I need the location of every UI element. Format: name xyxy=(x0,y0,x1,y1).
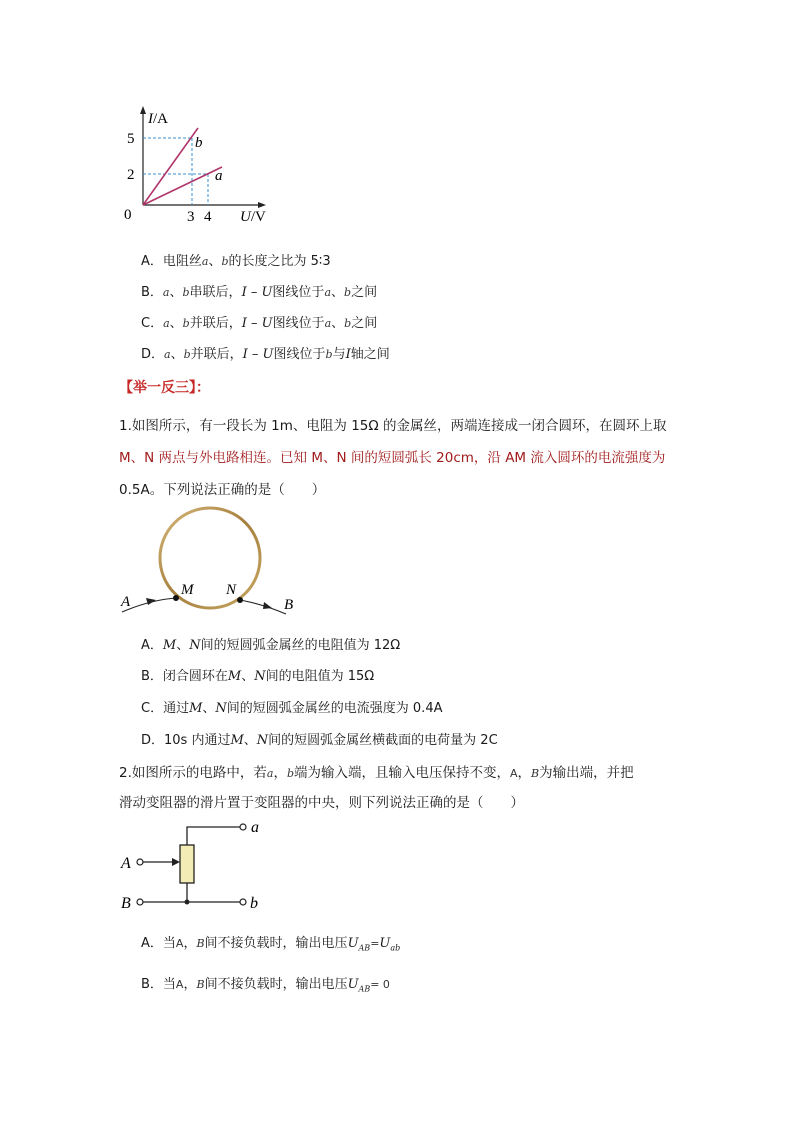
separator: 、 xyxy=(331,316,345,331)
stem-text: 2.如图所示的电路中，若 xyxy=(119,765,267,781)
var-a: a xyxy=(164,348,171,361)
option-text: A．当 xyxy=(141,936,176,951)
iu-label: I – U xyxy=(241,285,273,300)
option-text: 间的短圆弧金属丝横截面的电荷量为 2C xyxy=(268,733,498,748)
q2-option-a[interactable] xyxy=(141,932,400,953)
var-n: N xyxy=(256,733,269,748)
rheostat xyxy=(180,845,194,883)
q1-line2: M、N 两点与外电路相连。已知 M、N 间的短圆弧长 20cm，沿 AM 流入圆环的电流强度为 xyxy=(119,450,666,466)
var-b-upper: B xyxy=(196,937,205,950)
var-n: N xyxy=(254,669,266,684)
option-text: C．通过 xyxy=(141,701,190,716)
var-a-upper: A xyxy=(175,978,184,991)
separator: 、 xyxy=(331,285,345,300)
option-text: 间的短圆弧金属丝的电阻值为 12Ω xyxy=(200,638,401,653)
wire-top xyxy=(187,827,240,845)
separator: 、 xyxy=(169,285,183,300)
separator: ， xyxy=(183,936,197,951)
y-axis-label: I/A xyxy=(148,111,168,127)
option-text: 间不接负载时，输出电压 xyxy=(204,977,348,992)
label-a: A xyxy=(121,594,131,610)
var-a: a xyxy=(201,255,209,268)
var-u: U xyxy=(347,936,359,951)
slider-arrow xyxy=(172,858,180,866)
label-a: a xyxy=(251,819,259,836)
var-n: N xyxy=(189,638,201,653)
label-m: M xyxy=(181,582,194,598)
var-a: a xyxy=(266,767,274,780)
option-text: 间的电阻值为 15Ω xyxy=(265,669,375,684)
terminal-a xyxy=(240,824,246,830)
option-text: A． xyxy=(141,638,163,653)
option-text: 并联后， xyxy=(190,347,243,362)
x-tick-4: 4 xyxy=(204,209,212,225)
label-a-upper: A xyxy=(121,855,131,872)
var-n: N xyxy=(215,701,227,716)
subscript-ab: AB xyxy=(358,984,371,994)
label-b: b xyxy=(250,895,258,912)
q1-line1: 1.如图所示，有一段长为 1m、电阻为 15Ω 的金属丝，两端连接成一闭合圆环，在圆环上取 xyxy=(119,418,667,434)
subscript-ab: ab xyxy=(390,943,401,953)
separator: 、 xyxy=(241,669,255,684)
var-b-upper: B xyxy=(531,767,540,780)
var-a: a xyxy=(163,317,170,330)
equals-zero: = 0 xyxy=(370,978,390,991)
option-text: D． xyxy=(141,347,165,362)
y-tick-2: 2 xyxy=(127,167,135,183)
option-text: 轴之间 xyxy=(350,347,390,362)
var-b: b xyxy=(182,317,190,330)
var-a: a xyxy=(162,286,170,299)
var-b: b xyxy=(221,255,229,268)
var-m: M xyxy=(189,701,203,716)
separator: 、 xyxy=(202,701,216,716)
var-b-upper: B xyxy=(196,978,205,991)
separator: ， xyxy=(517,765,532,781)
x-tick-3: 3 xyxy=(187,209,195,225)
stem-text: 端为输入端，且输入电压保持不变， xyxy=(294,765,510,781)
option-text: 间的短圆弧金属丝的电流强度为 0.4A xyxy=(226,701,443,716)
var-b: b xyxy=(344,317,352,330)
option-text: 之间 xyxy=(351,285,378,300)
separator: ， xyxy=(273,765,287,781)
var-i: I xyxy=(345,347,351,362)
separator: 、 xyxy=(243,733,257,748)
x-axis-label: U/V xyxy=(240,209,266,225)
option-text: 间不接负载时，输出电压 xyxy=(204,936,348,951)
q2-option-b[interactable] xyxy=(141,973,390,994)
option-text: A．电阻丝 xyxy=(141,254,202,269)
var-b: b xyxy=(344,286,352,299)
separator: 、 xyxy=(170,347,184,362)
option-text: C． xyxy=(141,316,164,331)
var-m: M xyxy=(230,733,244,748)
option-text: 的长度之比为 5∶3 xyxy=(228,254,331,269)
iu-label: I – U xyxy=(242,347,274,362)
var-b: b xyxy=(325,348,333,361)
var-u: U xyxy=(347,977,359,992)
option-text: 串联后， xyxy=(189,285,242,300)
var-b: b xyxy=(286,767,294,780)
terminal-b-upper xyxy=(137,899,143,905)
var-a: a xyxy=(324,317,332,330)
option-text: D．10s 内通过 xyxy=(141,733,231,748)
option-text: 图线位于 xyxy=(273,347,326,362)
y-tick-5: 5 xyxy=(127,131,135,147)
label-b-upper: B xyxy=(121,895,131,912)
option-text: B．闭合圆环在 xyxy=(141,669,228,684)
separator: 、 xyxy=(169,316,183,331)
iu-label: I – U xyxy=(241,316,273,331)
var-a-upper: A xyxy=(175,937,184,950)
option-text: 并联后， xyxy=(189,316,242,331)
var-u: U xyxy=(379,936,391,951)
var-m: M xyxy=(227,669,242,684)
separator: 、 xyxy=(208,254,222,269)
var-b: b xyxy=(182,286,190,299)
var-a: a xyxy=(324,286,331,299)
option-text: 之间 xyxy=(351,316,378,331)
origin-label: 0 xyxy=(124,207,132,223)
label-n: N xyxy=(226,582,237,598)
stem-text: 为输出端，并把 xyxy=(539,765,634,781)
junction-node xyxy=(185,900,190,905)
option-text: B．当 xyxy=(141,977,176,992)
terminal-a-upper xyxy=(137,859,143,865)
var-b: b xyxy=(183,348,191,361)
option-text: 图线位于 xyxy=(272,285,325,300)
option-text: 与 xyxy=(332,347,346,362)
line-b-label: b xyxy=(195,135,203,151)
separator: 、 xyxy=(176,638,190,653)
option-text: B． xyxy=(141,285,163,300)
subscript-ab: AB xyxy=(358,943,371,953)
label-b: B xyxy=(284,597,294,613)
equals-sign: = xyxy=(370,937,380,950)
var-m: M xyxy=(162,638,177,653)
var-a-upper: A xyxy=(510,767,518,780)
line-a-label: a xyxy=(215,168,223,184)
section-title: 【举一反三】： xyxy=(119,380,210,396)
terminal-b xyxy=(240,899,246,905)
q1-line3: 0.5A。下列说法正确的是（ ） xyxy=(119,482,326,498)
option-text: 图线位于 xyxy=(272,316,325,331)
q2-line2: 滑动变阻器的滑片置于变阻器的中央，则下列说法正确的是（ ） xyxy=(119,795,524,811)
separator: ， xyxy=(183,977,197,992)
